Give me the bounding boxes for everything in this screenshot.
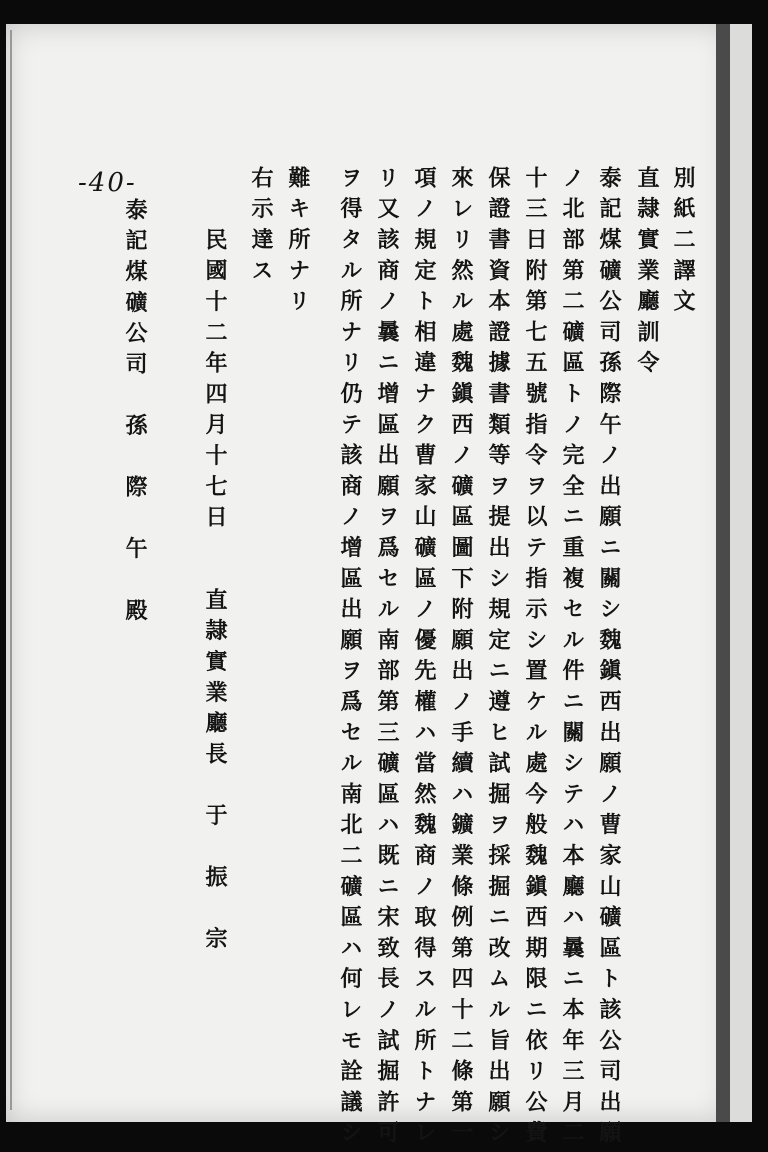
body-line-3: 十三日附第七五號指令ヲ以テ指示シ置ケル處今般魏鎭西期限ニ依リ公費 bbox=[522, 166, 548, 1152]
heading-title: 直隷實業廳訓令 bbox=[634, 166, 660, 382]
body-line-1: 泰記煤礦公司孫際午ノ出願ニ關シ魏鎭西出願ノ曹家山礦區ト該公司出願 bbox=[596, 166, 622, 1152]
heading-attachment: 別紙二譯文 bbox=[670, 166, 696, 320]
body-line-4: 保證書資本證據書類等ヲ提出シ規定ニ遵ヒ試掘ヲ採掘ニ改ムル旨出願シ bbox=[485, 166, 511, 1152]
date-line: 民國十二年四月十七日 bbox=[202, 228, 228, 536]
body-line-2: ノ北部第二礦區トノ完全ニ重複セル件ニ關シテハ本廳ハ曩ニ本年三月二 bbox=[559, 166, 585, 1152]
body-line-9: 難キ所ナリ bbox=[285, 166, 311, 320]
body-line-7: リ又該商ノ曩ニ增區出願ヲ爲セル南部第三礦區ハ既ニ宋致長ノ試掘許可 bbox=[374, 166, 400, 1152]
body-line-8: ヲ得タル所ナリ仍テ該商ノ增區出願ヲ爲セル南北二礦區ハ何レモ詮議シ bbox=[337, 166, 363, 1152]
body-line-6: 項ノ規定ト相違ナク曹家山礦區ノ優先權ハ當然魏商ノ取得スル所トナレ bbox=[411, 166, 437, 1152]
closing-line: 右示達ス bbox=[248, 166, 274, 290]
signature-line: 直隷實業廳長 于 振 宗 bbox=[202, 588, 228, 958]
page-border-line bbox=[10, 30, 12, 1110]
body-line-5: 來レリ然ル處魏鎭西ノ礦區圖下附願出ノ手續ハ鑛業條例第四十二條第一 bbox=[448, 166, 474, 1152]
book-spine bbox=[716, 24, 730, 1122]
page-edge bbox=[730, 24, 752, 1122]
addressee-line: 泰記煤礦公司 孫 際 午 殿 bbox=[122, 198, 148, 630]
page-number: -40- bbox=[78, 168, 137, 198]
scan-border bbox=[752, 0, 768, 1145]
